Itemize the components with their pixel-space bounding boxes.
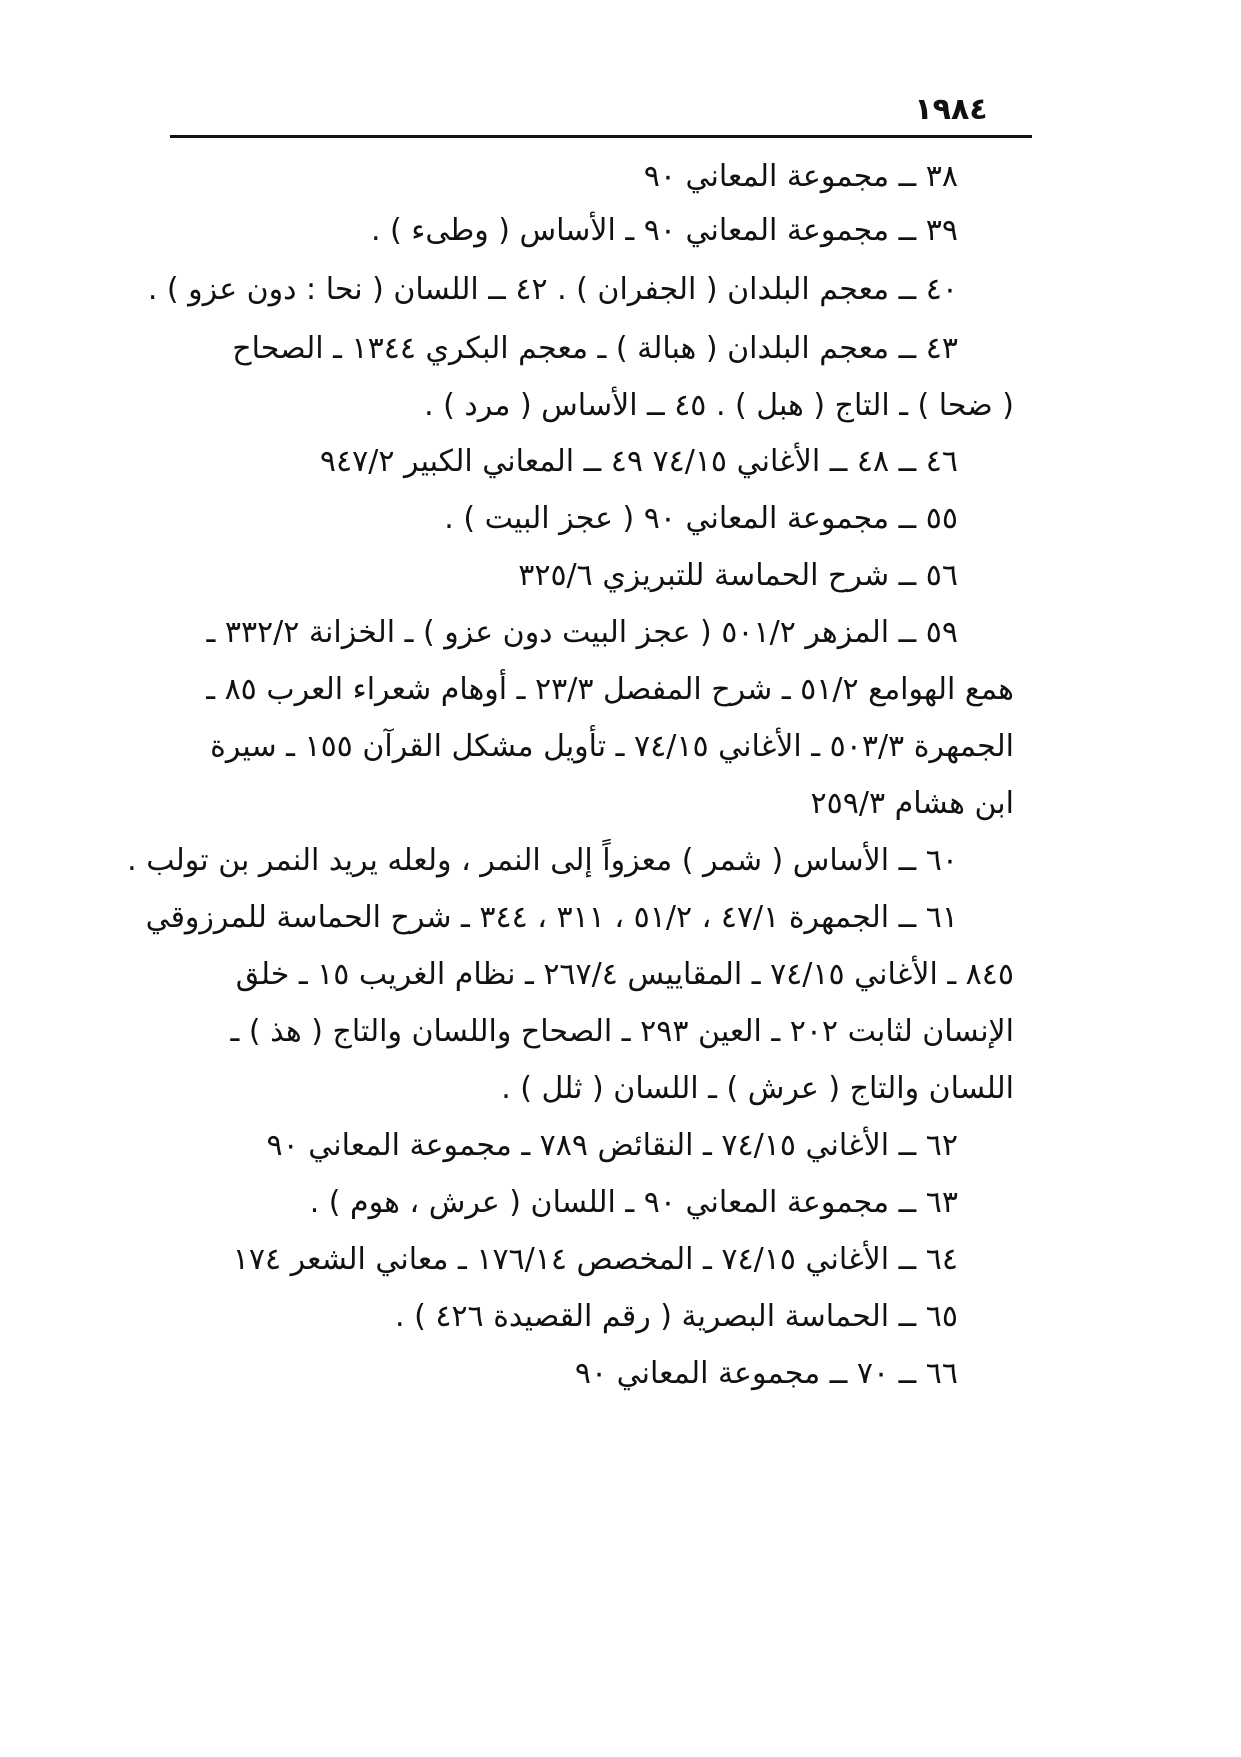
header-rule — [170, 135, 1032, 138]
note-line: الجمهرة ٥٠٣/٣ ـ الأغاني ٧٤/١٥ ـ تأويل مشكل القرآن ١٥٥ ـ سيرة — [210, 729, 1014, 764]
note-line: ٦٣ ــ مجموعة المعاني ٩٠ ـ اللسان ( عرش ، هوم ) . — [309, 1185, 958, 1220]
note-line: ٣٩ ــ مجموعة المعاني ٩٠ ـ الأساس ( وطىء ) . — [370, 213, 958, 248]
note-line: ٤٣ ــ معجم البلدان ( هبالة ) ـ معجم البكري ١٣٤٤ ـ الصحاح — [232, 331, 958, 366]
note-line: ٥٩ ــ المزهر ٥٠١/٢ ( عجز البيت دون عزو ) ـ الخزانة ٣٣٢/٢ ـ — [206, 615, 958, 650]
note-line: ٦٥ ــ الحماسة البصرية ( رقم القصيدة ٤٢٦ ) . — [395, 1299, 958, 1334]
note-line: ٥٦ ــ شرح الحماسة للتبريزي ٣٢٥/٦ — [518, 558, 958, 593]
note-line: ( ضحا ) ـ التاج ( هبل ) . ٤٥ ــ الأساس ( مرد ) . — [424, 388, 1014, 423]
note-line: همع الهوامع ٥١/٢ ـ شرح المفصل ٢٣/٣ ـ أوهام شعراء العرب ٨٥ ـ — [206, 672, 1014, 707]
note-line: الإنسان لثابت ٢٠٢ ـ العين ٢٩٣ ـ الصحاح واللسان والتاج ( هذ ) ـ — [230, 1014, 1014, 1049]
note-line: ٦١ ــ الجمهرة ٤٧/١ ، ٥١/٢ ، ٣١١ ، ٣٤٤ ـ شرح الحماسة للمرزوقي — [145, 900, 958, 935]
page-number: ١٩٨٤ — [914, 92, 988, 127]
note-line: ٦٤ ــ الأغاني ٧٤/١٥ ـ المخصص ١٧٦/١٤ ـ معاني الشعر ١٧٤ — [232, 1242, 958, 1277]
note-line: ابن هشام ٢٥٩/٣ — [810, 786, 1014, 821]
note-line: ٦٠ ــ الأساس ( شمر ) معزواً إلى النمر ، ولعله يريد النمر بن تولب . — [127, 843, 958, 878]
note-line: ٦٦ ــ ٧٠ ــ مجموعة المعاني ٩٠ — [574, 1356, 958, 1391]
note-line: ٤٠ ــ معجم البلدان ( الجفران ) . ٤٢ ــ اللسان ( نحا : دون عزو ) . — [147, 272, 958, 307]
note-line: اللسان والتاج ( عرش ) ـ اللسان ( ثلل ) . — [501, 1071, 1014, 1106]
note-line: ٤٦ ــ ٤٨ ــ الأغاني ٧٤/١٥ ٤٩ ــ المعاني الكبير ٩٤٧/٢ — [319, 444, 958, 479]
note-line: ٣٨ ــ مجموعة المعاني ٩٠ — [643, 159, 958, 194]
note-line: ٥٥ ــ مجموعة المعاني ٩٠ ( عجز البيت ) . — [444, 501, 958, 536]
note-line: ٦٢ ــ الأغاني ٧٤/١٥ ـ النقائض ٧٨٩ ـ مجموعة المعاني ٩٠ — [266, 1128, 958, 1163]
note-line: ٨٤٥ ـ الأغاني ٧٤/١٥ ـ المقاييس ٢٦٧/٤ ـ نظام الغريب ١٥ ـ خلق — [235, 957, 1014, 992]
